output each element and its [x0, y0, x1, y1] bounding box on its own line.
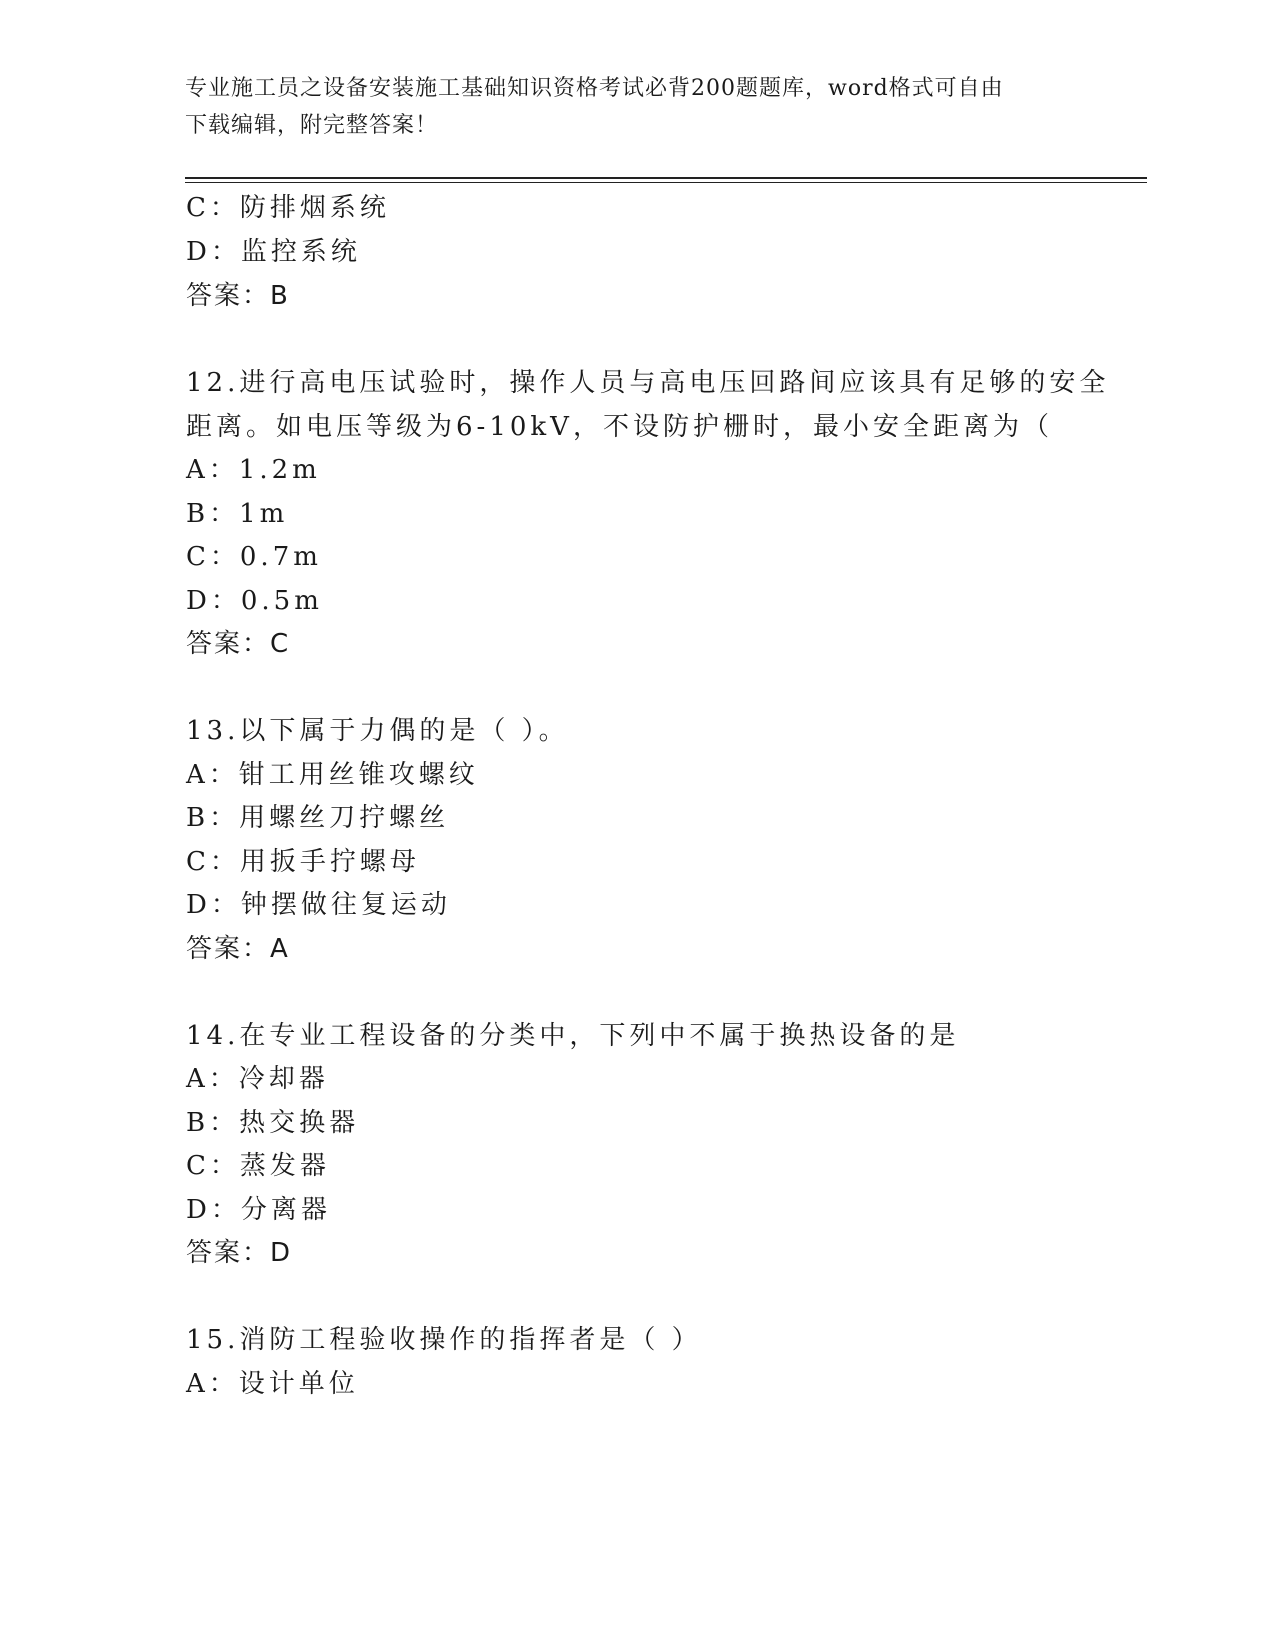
q15-option-a: A：设计单位 — [186, 1369, 359, 1399]
q12-option-a: A：1.2m — [186, 455, 321, 485]
q14-option-d: D：分离器 — [186, 1195, 331, 1225]
header-line-1: 专业施工员之设备安装施工基础知识资格考试必背200题题库，word格式可自由 — [185, 76, 1004, 101]
prev-option-d: D：监控系统 — [186, 237, 361, 267]
q13-option-d: D：钟摆做往复运动 — [186, 890, 451, 920]
header-divider-thin — [185, 182, 1147, 183]
q14-stem: 14.在专业工程设备的分类中，下列中不属于换热设备的是 — [186, 1021, 960, 1051]
q12-option-b: B：1m — [186, 499, 289, 529]
q13-option-a: A：钳工用丝锥攻螺纹 — [186, 760, 479, 790]
document-header — [185, 70, 1085, 144]
q13-option-c: C：用扳手拧螺母 — [186, 847, 420, 877]
prev-option-c: C：防排烟系统 — [186, 193, 390, 223]
header-divider-thick — [185, 177, 1147, 179]
q13-stem: 13.以下属于力偶的是（ ）。 — [186, 716, 569, 746]
q12-option-d: D：0.5m — [186, 586, 323, 616]
prev-answer: 答案：B — [186, 281, 290, 311]
q14-answer: 答案：D — [186, 1238, 293, 1268]
q12-option-c: C：0.7m — [186, 542, 322, 572]
header-line-2: 下载编辑，附完整答案！ — [185, 113, 439, 138]
q14-option-a: A：冷却器 — [186, 1064, 329, 1094]
q12-answer: 答案：C — [186, 629, 291, 659]
q13-answer: 答案：A — [186, 934, 290, 964]
q13-option-b: B：用螺丝刀拧螺丝 — [186, 803, 450, 833]
q12-stem-line-1: 12.进行高电压试验时，操作人员与高电压回路间应该具有足够的安全 — [186, 368, 1110, 398]
q14-option-b: B：热交换器 — [186, 1108, 360, 1138]
q14-option-c: C：蒸发器 — [186, 1151, 330, 1181]
q15-stem: 15.消防工程验收操作的指挥者是（ ） — [186, 1325, 702, 1355]
q12-stem-line-2: 距离。如电压等级为6-10kV，不设防护栅时，最小安全距离为（ — [186, 412, 1053, 442]
